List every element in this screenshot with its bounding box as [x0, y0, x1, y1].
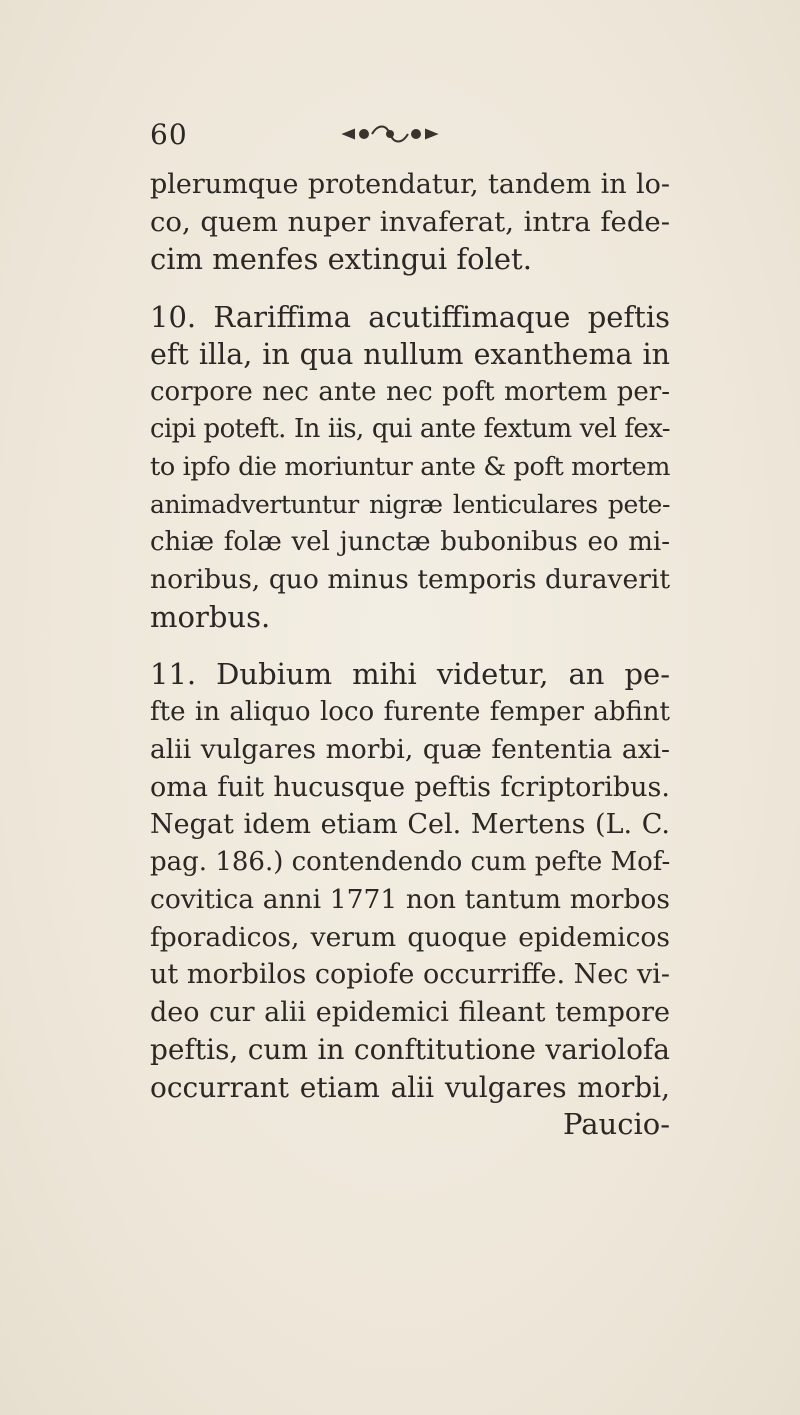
text-line: morbus. — [150, 599, 271, 634]
page-header — [150, 118, 670, 158]
catchword: Paucio- — [563, 1107, 670, 1141]
text-line: co, quem nuper invaferat, intra fede- — [150, 205, 670, 238]
paragraph-11 — [150, 656, 670, 1106]
text-line: oma fuit hucusque peftis fcriptoribus. — [150, 771, 670, 803]
paragraph-10 — [150, 299, 670, 637]
printer-ornament-icon — [340, 122, 440, 146]
text-line: pag. 186.) contendendo cum pefte Mof- — [150, 846, 671, 877]
text-line: 10. Rariffima acutiffimaque peftis — [150, 299, 670, 334]
text-line: covitica anni 1771 non tantum morbos — [150, 884, 670, 915]
paragraph-1 — [150, 166, 670, 279]
text-line: cipi poteft. In iis, qui ante fextum vel fex- — [150, 414, 670, 444]
text-line: 11. Dubium mihi videtur, an pe- — [150, 657, 670, 691]
text-line: fporadicos, verum quoque epidemicos — [150, 921, 670, 953]
page-number: 60 — [150, 118, 188, 151]
text-line: noribus, quo minus temporis duraverit — [150, 564, 670, 595]
text-line: fte in aliquo loco furente femper abfint — [150, 696, 670, 727]
text-line: eft illa, in qua nullum exanthema in — [150, 338, 670, 371]
text-line: ut morbilos copiofe occurriffe. Nec vi- — [150, 959, 670, 990]
text-line: corpore nec ante nec poft mortem per- — [150, 376, 670, 407]
text-line: Negat idem etiam Cel. Mertens (L. C. — [150, 809, 670, 840]
text-line: deo cur alii epidemici fileant tempore — [150, 996, 670, 1028]
text-line: animadvertuntur nigræ lenticulares pete- — [150, 490, 670, 519]
text-line: occurrant etiam alii vulgares morbi, — [150, 1070, 670, 1104]
text-line: to ipfo die moriuntur ante & poft mortem — [150, 451, 670, 482]
text-line: alii vulgares morbi, quæ fententia axi- — [150, 734, 670, 765]
body-text — [150, 166, 670, 1144]
text-line: cim menfes extingui folet. — [150, 242, 532, 276]
text-line: peftis, cum in conftitutione variolofa — [150, 1033, 670, 1066]
text-line: chiæ folæ vel junctæ bubonibus eo mi- — [150, 526, 670, 557]
text-line: plerumque protendatur, tandem in lo- — [150, 169, 670, 200]
